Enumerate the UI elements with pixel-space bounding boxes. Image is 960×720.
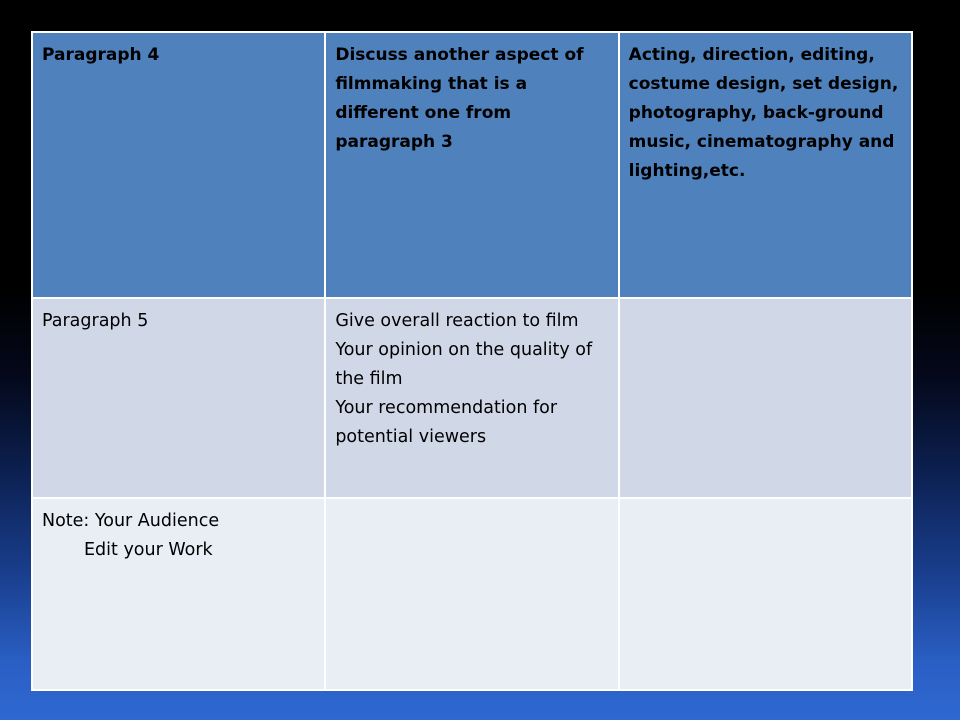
paragraph-4-description: Discuss another aspect of filmmaking that is a different one from paragraph 3 <box>325 32 618 298</box>
paragraph-4-examples: Acting, direction, editing, costume design, set design, photography, back-ground music, cinematography and lighting,etc. <box>619 32 912 298</box>
note-empty-cell-2 <box>325 498 618 690</box>
paragraph-5-line-1: Give overall reaction to film <box>335 311 579 331</box>
note-audience: Note: Your Audience <box>42 511 220 531</box>
table-row <box>32 32 912 298</box>
table-row <box>32 498 912 690</box>
paragraph-5-line-3: Your recommendation for potential viewers <box>335 398 558 447</box>
note-edit-work: Edit your Work <box>84 540 213 560</box>
paragraph-5-description <box>325 298 618 498</box>
paragraph-4-cell: Paragraph 4 <box>32 32 325 298</box>
note-empty-cell-3 <box>619 498 912 690</box>
paragraph-5-empty-cell <box>619 298 912 498</box>
paragraph-5-cell: Paragraph 5 <box>32 298 325 498</box>
essay-outline-table <box>31 31 913 691</box>
table-row <box>32 298 912 498</box>
paragraph-5-line-2: Your opinion on the quality of the film <box>335 340 593 389</box>
note-cell <box>32 498 325 690</box>
